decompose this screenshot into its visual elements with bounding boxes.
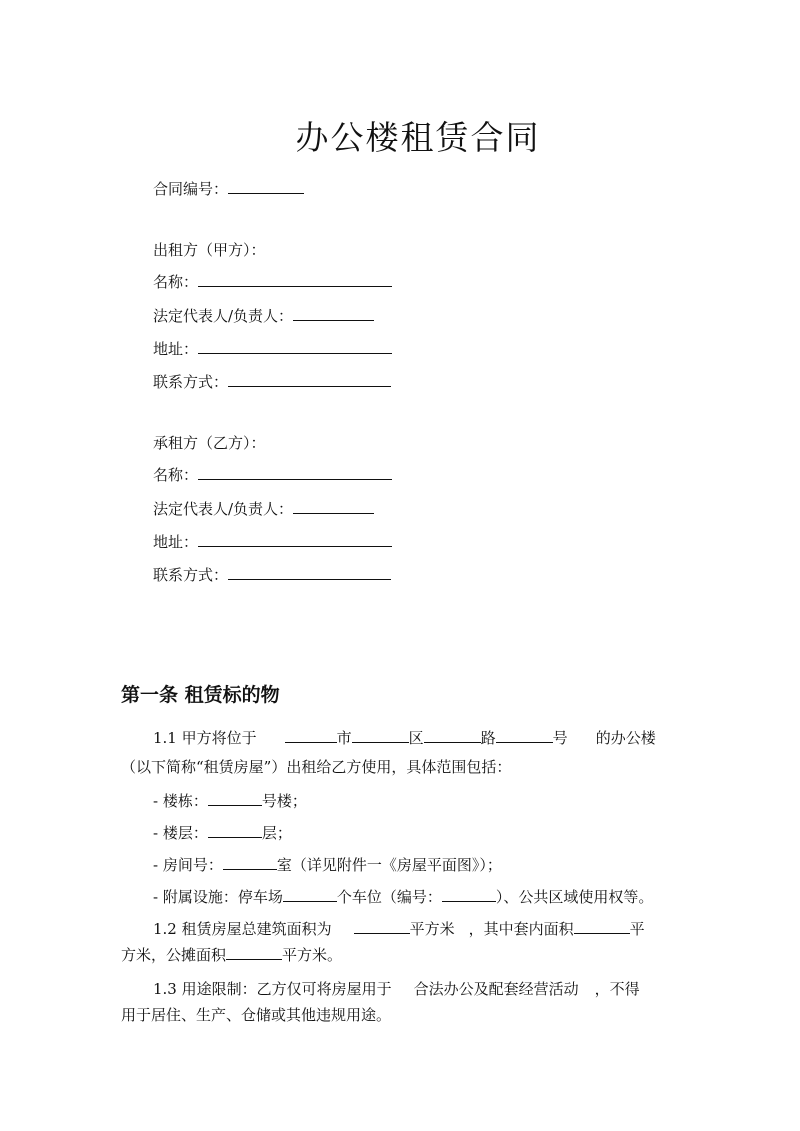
floor-label: - 楼层： [153,824,208,842]
total-area-unit: 平方米 [409,920,455,938]
lessee-name-blank[interactable] [198,465,392,480]
shared-area-label: 方米，公摊面积 [121,946,227,964]
building-blank[interactable] [208,791,262,806]
item-floor [153,822,292,843]
lessor-rep-blank[interactable] [293,306,374,321]
contract-number-blank[interactable] [228,179,304,194]
facility-suffix: ）、公共区域使用权等。 [495,888,654,906]
number-label: 号 [552,729,568,747]
clause-1-1-intro: 1.1 甲方将位于 [153,729,257,747]
lessee-rep-line [153,498,374,519]
parking-number-blank[interactable] [442,887,496,902]
lessee-rep-blank[interactable] [293,499,374,514]
lessor-address-label: 地址： [153,340,199,358]
item-facility [153,886,653,907]
city-label: 市 [336,729,352,747]
room-label: - 房间号： [153,856,223,874]
inner-area-blank[interactable] [574,919,630,934]
shared-area-blank[interactable] [226,945,282,960]
lessee-contact-line [153,564,391,585]
lessee-address-line [153,531,392,552]
inner-area-unit: 平 [629,920,645,938]
facility-mid: 个车位（编号： [336,888,442,906]
parking-count-blank[interactable] [283,887,337,902]
lessor-contact-label: 联系方式： [153,373,229,391]
road-blank[interactable] [424,728,481,743]
lessor-heading: 出租方（甲方）： [153,241,266,259]
clause-1-3-intro: 1.3 用途限制：乙方仅可将房屋用于 [153,980,392,998]
shared-area-unit: 平方米。 [282,946,343,964]
article-1-heading: 第一条 租赁标的物 [121,684,280,706]
lessee-contact-label: 联系方式： [153,566,229,584]
floor-blank[interactable] [208,823,262,838]
item-room [153,854,502,875]
document-title: 办公楼租赁合同 [295,118,541,157]
lessor-name-blank[interactable] [198,272,392,287]
inner-area-label: ，其中套内面积 [468,920,574,938]
office-building-label: 的办公楼 [595,729,656,747]
clause-1-3-line-2: 用于居住、生产、仓储或其他违规用途。 [121,1006,392,1024]
lessee-rep-label: 法定代表人/负责人： [153,500,294,518]
clause-1-3-tail: ，不得 [594,980,640,998]
lessor-rep-label: 法定代表人/负责人： [153,307,294,325]
lessee-name-line [153,464,392,485]
floor-suffix: 层； [261,824,292,842]
lessee-contact-blank[interactable] [228,565,391,580]
number-blank[interactable] [496,728,553,743]
room-suffix: 室（详见附件一《房屋平面图》）； [276,856,502,874]
total-area-blank[interactable] [354,919,410,934]
clause-1-2-intro: 1.2 租赁房屋总建筑面积为 [153,920,332,938]
building-suffix: 号楼； [261,792,307,810]
district-label: 区 [408,729,424,747]
clause-1-2-line-2 [121,944,342,965]
district-blank[interactable] [352,728,409,743]
clause-1-2-line-1 [153,918,645,939]
item-building [153,790,307,811]
building-label: - 楼栋： [153,792,208,810]
road-label: 路 [480,729,496,747]
lessor-contact-line [153,371,391,392]
contract-number-line [153,178,304,199]
facility-label: - 附属设施：停车场 [153,888,283,906]
lessee-heading: 承租方（乙方）： [153,434,266,452]
room-blank[interactable] [223,855,277,870]
clause-1-3-line-1 [153,978,640,999]
clause-1-1-line-2: （以下简称“租赁房屋”）出租给乙方使用，具体范围包括： [121,758,512,776]
lessor-contact-blank[interactable] [228,372,391,387]
permitted-use: 合法办公及配套经营活动 [413,980,579,998]
clause-1-1-line-1 [153,727,656,748]
lessee-address-blank[interactable] [198,532,392,547]
lessee-name-label: 名称： [153,466,199,484]
contract-number-label: 合同编号： [153,180,229,198]
lessor-address-blank[interactable] [198,339,392,354]
lessee-address-label: 地址： [153,533,199,551]
lessor-name-line [153,271,392,292]
lessor-address-line [153,338,392,359]
lessor-name-label: 名称： [153,273,199,291]
city-blank[interactable] [285,728,337,743]
lessor-rep-line [153,305,374,326]
